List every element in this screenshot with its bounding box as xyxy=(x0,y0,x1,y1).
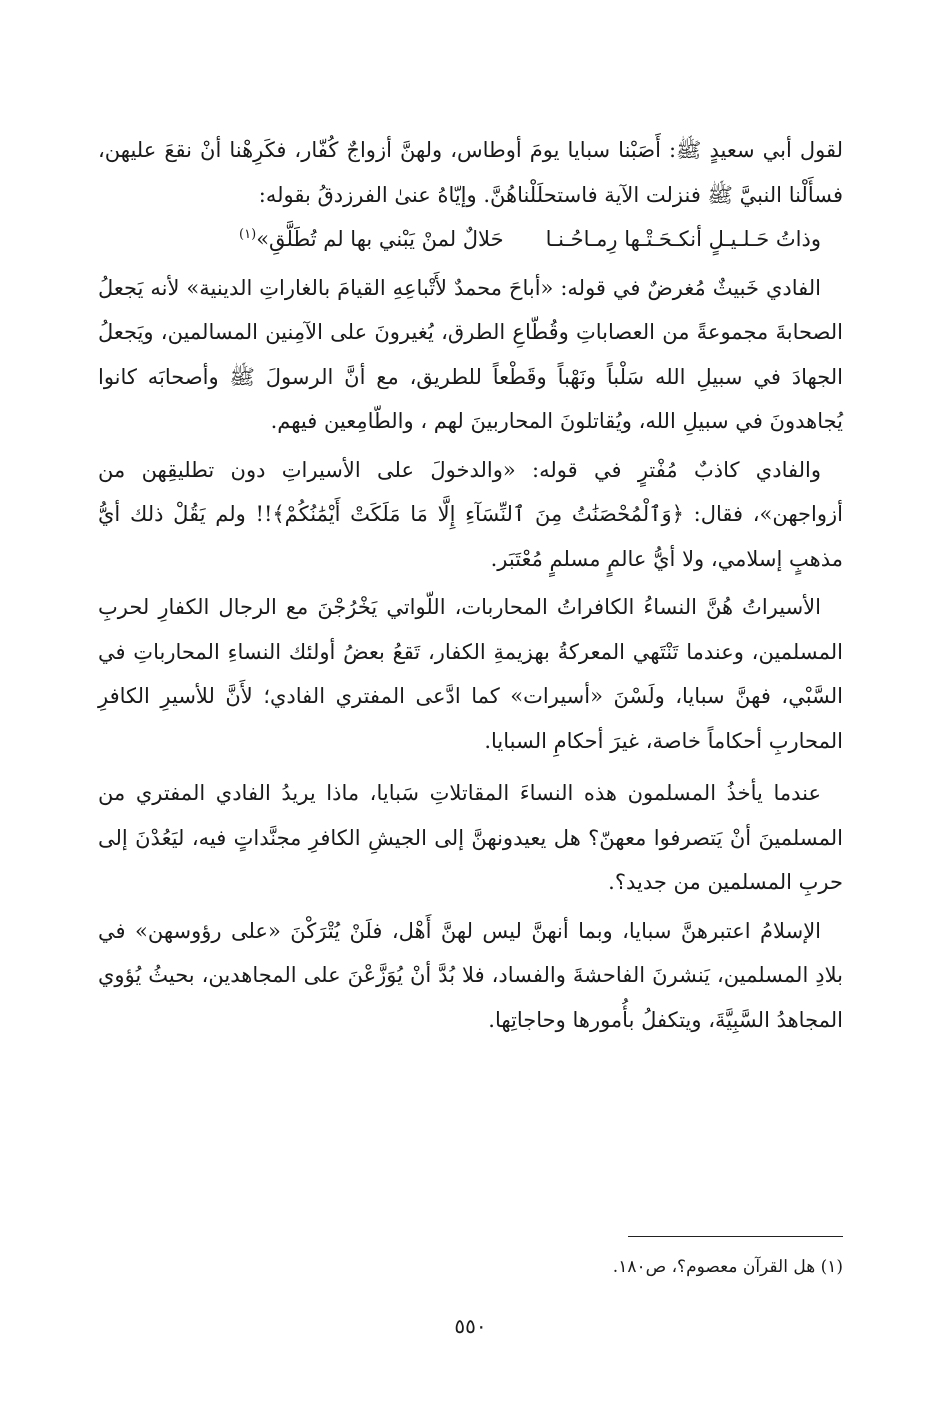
page-number: ٥٥٠ xyxy=(454,1314,487,1338)
verse-second-hemistich xyxy=(239,217,504,262)
paragraph-islam-ruling: الإسلامُ اعتبرهنَّ سبايا، وبما أنهنَّ ليس لهنَّ أَهْل، فلَنْ يُتْرَكْنَ «على رؤوسهن» في بلادِ المسلمين، يَنشرنَ الفاحشةَ والفساد، فلا بُدَّ أنْ يُوَزَّعْنَ على المجاهدين، بحيثُ يُؤوي المجاهدُ السَّبِيَّةَ، ويتكفلُ بأُمورها وحاجاتِها. xyxy=(98,918,843,1032)
footnote: (١) هل القرآن معصوم؟، ص١٨٠. xyxy=(612,1257,843,1277)
paragraph-intro: لقول أبي سعيدٍ ﷺ: أَصَبْنا سبايا يومَ أوطاس، ولهنَّ أزواجٌ كُفّار، فكَرِهْنا أنْ نقعَ عليهن، فسأَلْنا النبيَّ ﷺ فنزلت الآية فاستحلَلْناهُنَّ. وإيّاهُ عنىٰ الفرزدقُ بقوله: xyxy=(98,138,843,207)
paragraph-captives: الأسيراتُ هُنَّ النساءُ الكافراتُ المحاربات، اللّواتي يَخْرُجْنَ مع الرجال الكفارِ لحربِ المسلمين، وعندما تَنْتَهي المعركةُ بهزيمةِ الكفار، تَقعُ بعضُ أولئك النساءِ المحارباتِ في السَّبْي، فهنَّ سبايا، ولَسْنَ «أسيرات» كما ادَّعى المفتري الفادي؛ لأَنَّ للأسيرِ الكافرِ المحاربِ أحكاماً خاصة، غيرَ أحكامِ السبايا. xyxy=(98,595,843,753)
paragraph-question: عندما يأخذُ المسلمون هذه النساءَ المقاتلاتِ سَبايا، ماذا يريدُ الفادي المفتري من المسلمينَ أنْ يَتصرفوا معهنّ؟ هل يعيدونهنَّ إلى الجيشِ الكافرِ مجنَّداتٍ فيه، ليَعُدْنَ إلى حربِ المسلمين من جديد؟. xyxy=(98,781,843,894)
paragraph-fadi-raids: الفادي خَبيثٌ مُغرضٌ في قوله: «أباحَ محمدٌ لأَتْباعِهِ القيامَ بالغاراتِ الدينية» لأنه يَجعلُ الصحابةَ مجموعةً من العصاباتِ وقُطّاعِ الطرق، يُغيرونَ على الآمِنين المسالمين، ويَجعلُ الجهادَ في سبيلِ الله سَلْباً ونَهْباً وقَطْعاً للطريق، مع أنَّ الرسولَ ﷺ وأصحابَه كانوا يُجاهدونَ في سبيلِ الله، ويُقاتلونَ المحاربينَ لهم ، والطّامِعين فيهم. xyxy=(98,275,843,433)
verse-first-hemistich: وذاتُ حَـلـيـلٍ أنكـحَـتْـها رِمـاحُـنـا xyxy=(545,227,821,251)
footnote-reference: (١) xyxy=(239,227,257,242)
paragraph-fadi-liar: والفادي كاذبٌ مُفْترٍ في قوله: «والدخولَ على الأسيراتِ دون تطليقِهن من أزواجهن»، فقال: ﴿وَٱلْمُحْصَنَٰتُ مِنَ ٱلنِّسَآءِ إِلَّا مَا مَلَكَتْ أَيْمَٰنُكُمْ﴾!! ولم يَقُلْ ذلك أيُّ مذهبٍ إسلامي، ولا أيُّ عالمٍ مسلمٍ مُعْتَبَر. xyxy=(98,457,843,571)
verse-second-text: حَلالٌ لمنْ يَبْني بها لم تُطَلَّقِ» xyxy=(256,227,504,251)
footnote-divider xyxy=(628,1236,843,1237)
document-page xyxy=(98,118,843,1368)
poetry-verse xyxy=(98,217,843,262)
